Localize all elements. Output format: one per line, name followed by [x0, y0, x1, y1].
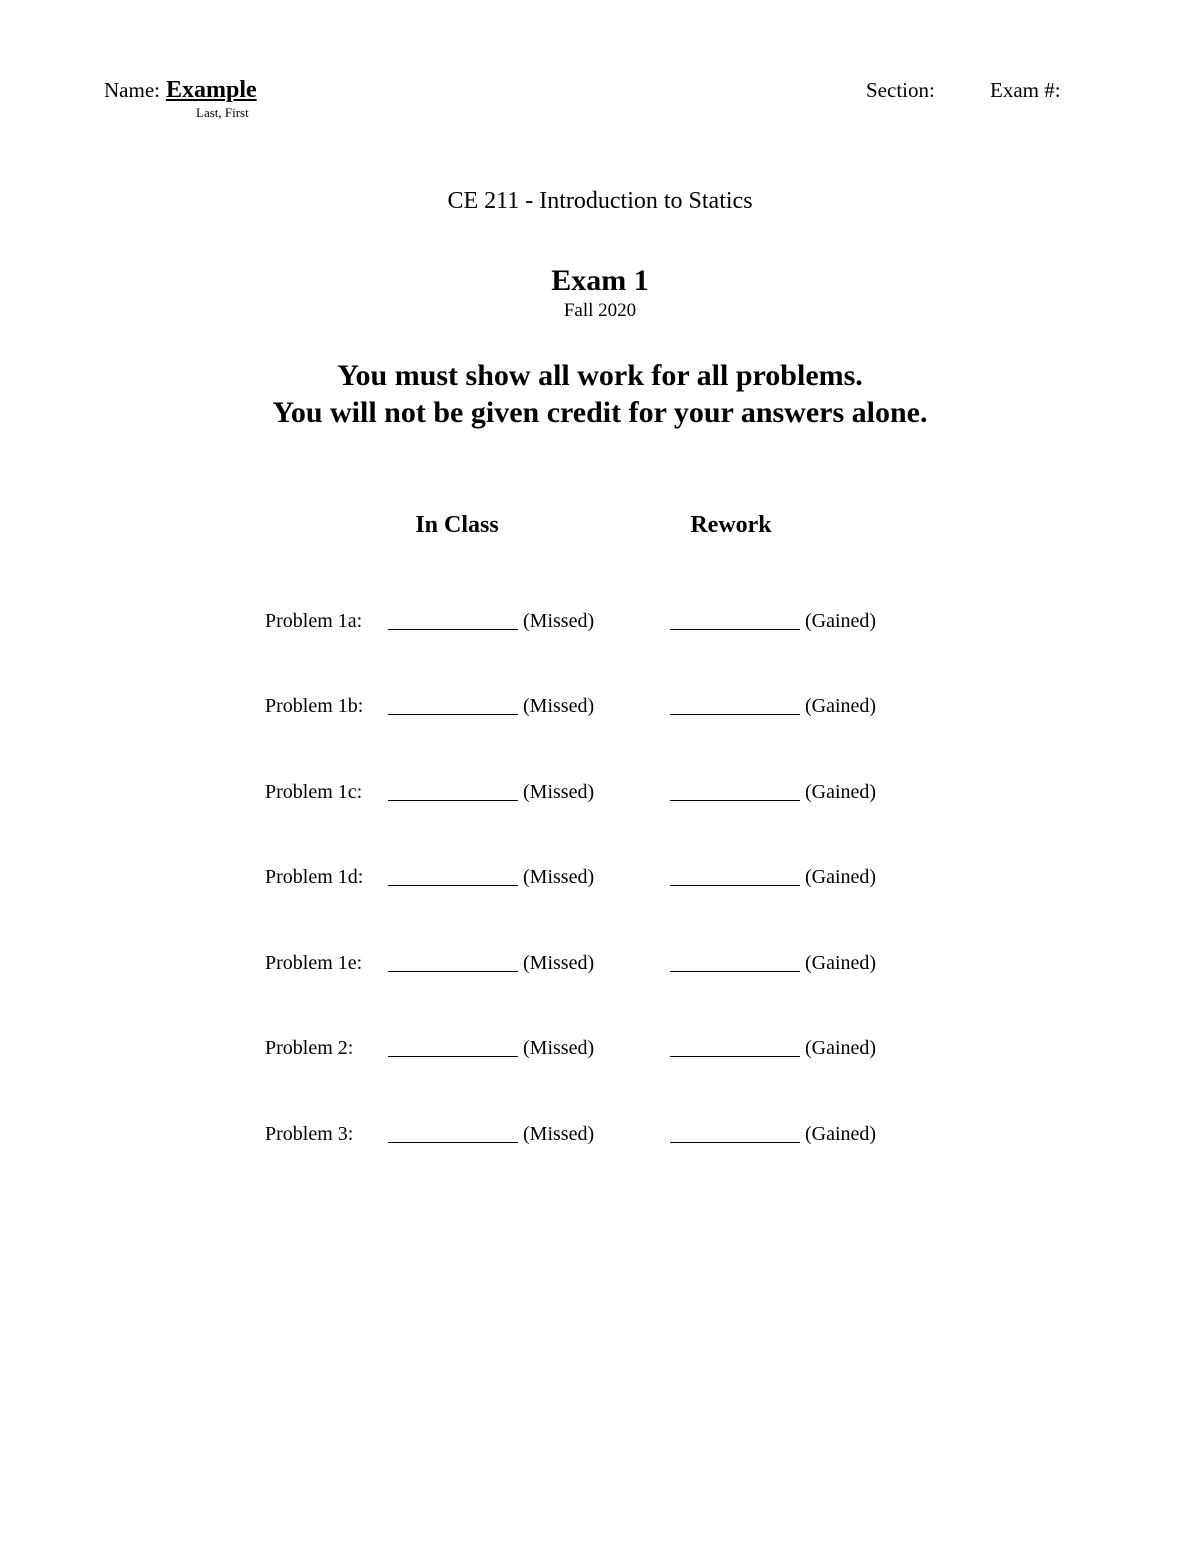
- problem-label: Problem 1d:: [265, 866, 364, 888]
- in-class-blank[interactable]: [388, 629, 518, 630]
- instruction-line: You must show all work for all problems.: [337, 359, 863, 392]
- problem-row: [0, 1036, 1200, 1062]
- gained-tag: (Gained): [805, 952, 877, 974]
- missed-tag: (Missed): [523, 781, 595, 803]
- missed-tag: (Missed): [523, 1037, 595, 1059]
- problem-row: [0, 609, 1200, 635]
- missed-tag: (Missed): [523, 695, 595, 717]
- exam-number-label: Exam #:: [990, 78, 1061, 102]
- problem-row: [0, 951, 1200, 977]
- problem-label: Problem 3:: [265, 1123, 354, 1145]
- column-header-in-class: In Class: [415, 512, 499, 538]
- name-field: [104, 78, 257, 102]
- problem-label: Problem 1e:: [265, 952, 363, 974]
- name-caption: Last, First: [196, 105, 249, 120]
- problem-label: Problem 2:: [265, 1037, 354, 1059]
- in-class-blank[interactable]: [388, 971, 518, 972]
- problem-row: [0, 780, 1200, 806]
- rework-blank[interactable]: [670, 800, 800, 801]
- rework-blank[interactable]: [670, 1142, 800, 1143]
- problem-label: Problem 1b:: [265, 695, 364, 717]
- gained-tag: (Gained): [805, 1123, 877, 1145]
- problem-row: [0, 694, 1200, 720]
- rework-blank[interactable]: [670, 1056, 800, 1057]
- missed-tag: (Missed): [523, 952, 595, 974]
- column-header-rework: Rework: [690, 512, 772, 538]
- in-class-blank[interactable]: [388, 1056, 518, 1057]
- exam-term: Fall 2020: [563, 300, 637, 321]
- course-title: CE 211 - Introduction to Statics: [447, 188, 753, 214]
- rework-blank[interactable]: [670, 971, 800, 972]
- problem-label: Problem 1c:: [265, 781, 363, 803]
- name-value[interactable]: Example: [165, 77, 257, 103]
- gained-tag: (Gained): [805, 610, 877, 632]
- missed-tag: (Missed): [523, 1123, 595, 1145]
- section-label: Section:: [866, 78, 935, 102]
- in-class-blank[interactable]: [388, 885, 518, 886]
- missed-tag: (Missed): [523, 866, 595, 888]
- rework-blank[interactable]: [670, 885, 800, 886]
- gained-tag: (Gained): [805, 1037, 877, 1059]
- in-class-blank[interactable]: [388, 800, 518, 801]
- gained-tag: (Gained): [805, 781, 877, 803]
- exam-title: Exam 1: [551, 264, 649, 297]
- problem-label: Problem 1a:: [265, 610, 363, 632]
- problem-row: [0, 865, 1200, 891]
- gained-tag: (Gained): [805, 866, 877, 888]
- gained-tag: (Gained): [805, 695, 877, 717]
- in-class-blank[interactable]: [388, 714, 518, 715]
- problem-row: [0, 1122, 1200, 1148]
- instruction-line: You will not be given credit for your answers alone.: [272, 396, 928, 429]
- name-label: Name:: [104, 78, 160, 102]
- rework-blank[interactable]: [670, 714, 800, 715]
- rework-blank[interactable]: [670, 629, 800, 630]
- in-class-blank[interactable]: [388, 1142, 518, 1143]
- missed-tag: (Missed): [523, 610, 595, 632]
